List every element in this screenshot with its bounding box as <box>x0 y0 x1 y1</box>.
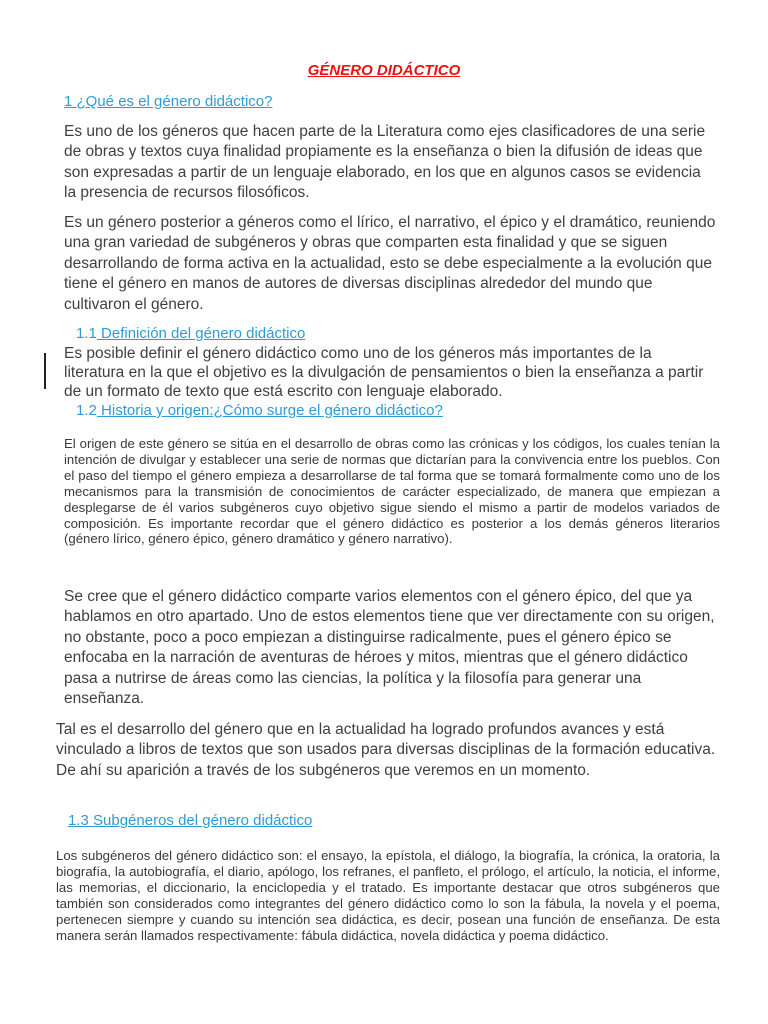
section-1-2-paragraph-3: Tal es el desarrollo del género que en la actualidad ha logrado profundos avances y está vinculado a libros de textos que son usados para diversas disciplinas de la formación educativa. De ahí su aparición a través de los subgéneros que veremos en un momento. <box>56 721 716 779</box>
section-1-2-heading[interactable] <box>76 402 443 419</box>
section-1-heading[interactable] <box>64 93 272 110</box>
section-1-3-heading[interactable] <box>68 812 312 829</box>
section-1-2-number: 1.2 <box>76 402 97 419</box>
text-cursor <box>44 353 46 389</box>
section-1-1-paragraph: Es posible definir el género didáctico como uno de los géneros más importantes de la literatura en la que el objetivo es la divulgación de pensamientos o bien la enseñanza a partir de un formato de texto que está escrito con lenguaje elaborado. <box>64 345 704 400</box>
section-1-1-number: 1.1 <box>76 325 97 342</box>
section-1-3-paragraph: Los subgéneros del género didáctico son: el ensayo, la epístola, el diálogo, la biografía, la crónica, la oratoria, la biografía, la autobiografía, el diario, apólogo, los refranes, el panfleto, el prólogo, el artículo, la noticia, el informe, las memorias, el diccionario, la enciclopedia y el tratado. Es importante destacar que otros subgéneros que también son considerados como integrantes del género didáctico como lo son la fábula, la novela y el poema, pertenecen siempre y cuando su intención sea didáctica, es decir, posean una función de enseñanza. De esta manera serán llamados respectivamente: fábula didáctica, novela didáctica y poema didáctico. <box>56 848 720 943</box>
section-1-3-heading-link[interactable]: 1.3 Subgéneros del género didáctico <box>68 812 313 829</box>
document-title: GÉNERO DIDÁCTICO <box>307 62 461 79</box>
section-1-1-heading-link[interactable]: Definición del género didáctico <box>96 325 306 342</box>
section-1-paragraph-2: Es un género posterior a géneros como el lírico, el narrativo, el épico y el dramático, reuniendo una gran variedad de subgéneros y obras que comparten esta finalidad y que se siguen desarrollando de forma activa en la actualidad, esto se debe especialmente a la evolución que tiene el género en manos de autores de diversas disciplinas alrededor del mundo que cultivaron el género. <box>64 214 716 313</box>
section-1-2-paragraph-1: El origen de este género se sitúa en el desarrollo de obras como las crónicas y los códigos, los cuales tenían la intención de divulgar y establecer una serie de normas que dictarían para la convivencia entre los pueblos. Con el paso del tiempo el género empieza a desarrollarse de tal forma que se tomará formalmente como uno de los mecanismos para la transmisión de conocimientos de carácter especializado, de manera que empiezan a desplegarse de él varios subgéneros cuyo objetivo sigue siendo el mismo a partir de modelos variados de composición. Es importante recordar que el género didáctico es posterior a los demás géneros literarios (género lírico, género épico, género dramático y género narrativo). <box>64 436 720 547</box>
section-1-paragraph-1: Es uno de los géneros que hacen parte de la Literatura como ejes clasificadores de una serie de obras y textos cuya finalidad propiamente es la enseñanza o bien la difusión de ideas que son expresadas a partir de un lenguaje elaborado, en los que en algunos casos se evidencia la presencia de recursos filosóficos. <box>64 123 706 202</box>
section-1-2-heading-link[interactable]: Historia y origen:¿Cómo surge el género didáctico? <box>96 402 443 419</box>
section-1-heading-link[interactable]: 1 ¿Qué es el género didáctico? <box>64 93 273 110</box>
section-1-1-heading[interactable] <box>76 325 305 342</box>
section-1-2-paragraph-2: Se cree que el género didáctico comparte varios elementos con el género épico, del que ya hablamos en otro apartado. Uno de estos elementos tiene que ver directamente con su origen, no obstante, poco a poco empiezan a distinguirse radicalmente, pues el género épico se enfocaba en la narración de aventuras de héroes y mitos, mientras que el género didáctico pasa a nutrirse de áreas como las ciencias, la política y la filosofía para generar una enseñanza. <box>64 588 715 708</box>
